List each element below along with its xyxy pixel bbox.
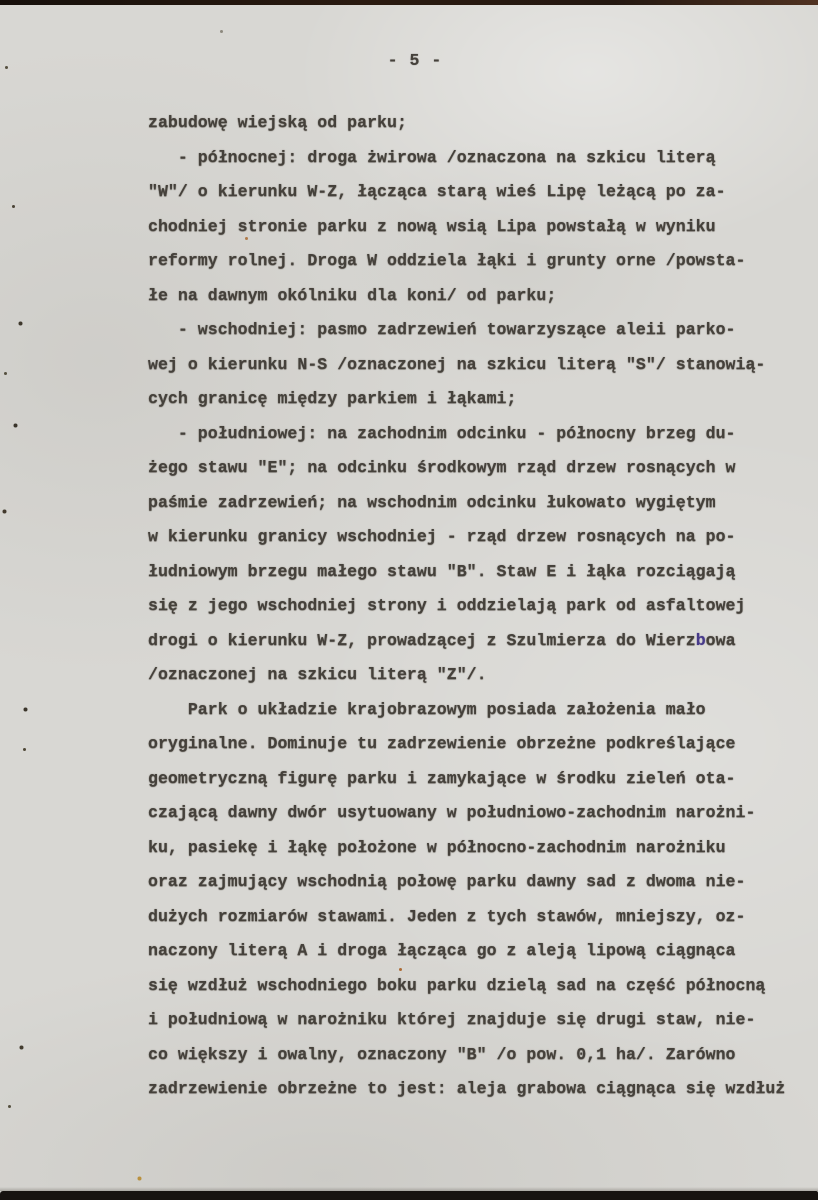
text-line: cych granicę między parkiem i łąkami;	[148, 389, 517, 408]
violet-correction: b	[695, 630, 706, 650]
text-line: geometryczną figurę parku i zamykające w środku zieleń ota-	[148, 768, 736, 788]
scan-bottom-edge	[0, 1191, 818, 1200]
text-line: - wschodniej: pasmo zadrzewień towarzyszące aleii parko-	[148, 320, 736, 339]
scan-top-edge	[0, 0, 818, 5]
text-line: reformy rolnej. Droga W oddziela łąki i grunty orne /powsta-	[148, 251, 746, 270]
text-line: czającą dawny dwór usytuowany w południowo-zachodnim narożni-	[148, 803, 756, 822]
text-line: chodniej stronie parku z nową wsią Lipa powstałą w wyniku	[148, 216, 716, 236]
text-line: drogi o kierunku W-Z, prowadzącej z Szulmierza do Wierzbowa	[148, 630, 736, 650]
text-line: /oznaczonej na szkicu literą "Z"/.	[148, 665, 487, 684]
text-line: "W"/ o kierunku W-Z, łącząca starą wieś Lipę leżącą po za-	[148, 182, 726, 201]
text-line: się z jego wschodniej strony i oddzielają park od asfaltowej	[148, 596, 746, 615]
text-line: łudniowym brzegu małego stawu "B". Staw E i łąka rozciągają	[148, 561, 736, 581]
text-line: naczony literą A i droga łącząca go z aleją lipową ciągnąca	[148, 941, 736, 960]
text-line: co większy i owalny, oznaczony "B" /o pow. 0,1 ha/. Zarówno	[148, 1044, 736, 1064]
text-line: oryginalne. Dominuje tu zadrzewienie obrzeżne podkreślające	[148, 734, 736, 753]
text-block	[148, 106, 808, 1107]
text-line: dużych rozmiarów stawami. Jeden z tych stawów, mniejszy, oz-	[148, 906, 746, 926]
text-line: się wzdłuż wschodniego boku parku dzielą sad na część północną	[148, 975, 766, 995]
text-line: - północnej: droga żwirowa /oznaczona na szkicu literą	[148, 147, 716, 167]
text-line: żego stawu "E"; na odcinku środkowym rząd drzew rosnących w	[148, 458, 736, 477]
text-line: oraz zajmujący wschodnią połowę parku dawny sad z dwoma nie-	[148, 872, 746, 891]
text-line: i południową w narożniku której znajduje się drugi staw, nie-	[148, 1010, 756, 1029]
text-line: paśmie zadrzewień; na wschodnim odcinku łukowato wygiętym	[148, 492, 716, 512]
text-line: wej o kierunku N-S /oznaczonej na szkicu literą "S"/ stanowią-	[148, 354, 766, 374]
text-line: zabudowę wiejską od parku;	[148, 113, 407, 132]
text-line: zadrzewienie obrzeżne to jest: aleja grabowa ciągnąca się wzdłuż	[148, 1079, 786, 1098]
text-line: łe na dawnym okólniku dla koni/ od parku;	[148, 285, 557, 305]
ink-specks	[0, 0, 3, 3]
text-line: Park o układzie krajobrazowym posiada założenia mało	[148, 699, 706, 719]
text-line: - południowej: na zachodnim odcinku - północny brzeg du-	[148, 423, 736, 443]
text-line: ku, pasiekę i łąkę położone w północno-zachodnim narożniku	[148, 837, 726, 857]
page-number: - 5 -	[387, 51, 443, 70]
text-line: w kierunku granicy wschodniej - rząd drzew rosnących na po-	[148, 527, 736, 546]
